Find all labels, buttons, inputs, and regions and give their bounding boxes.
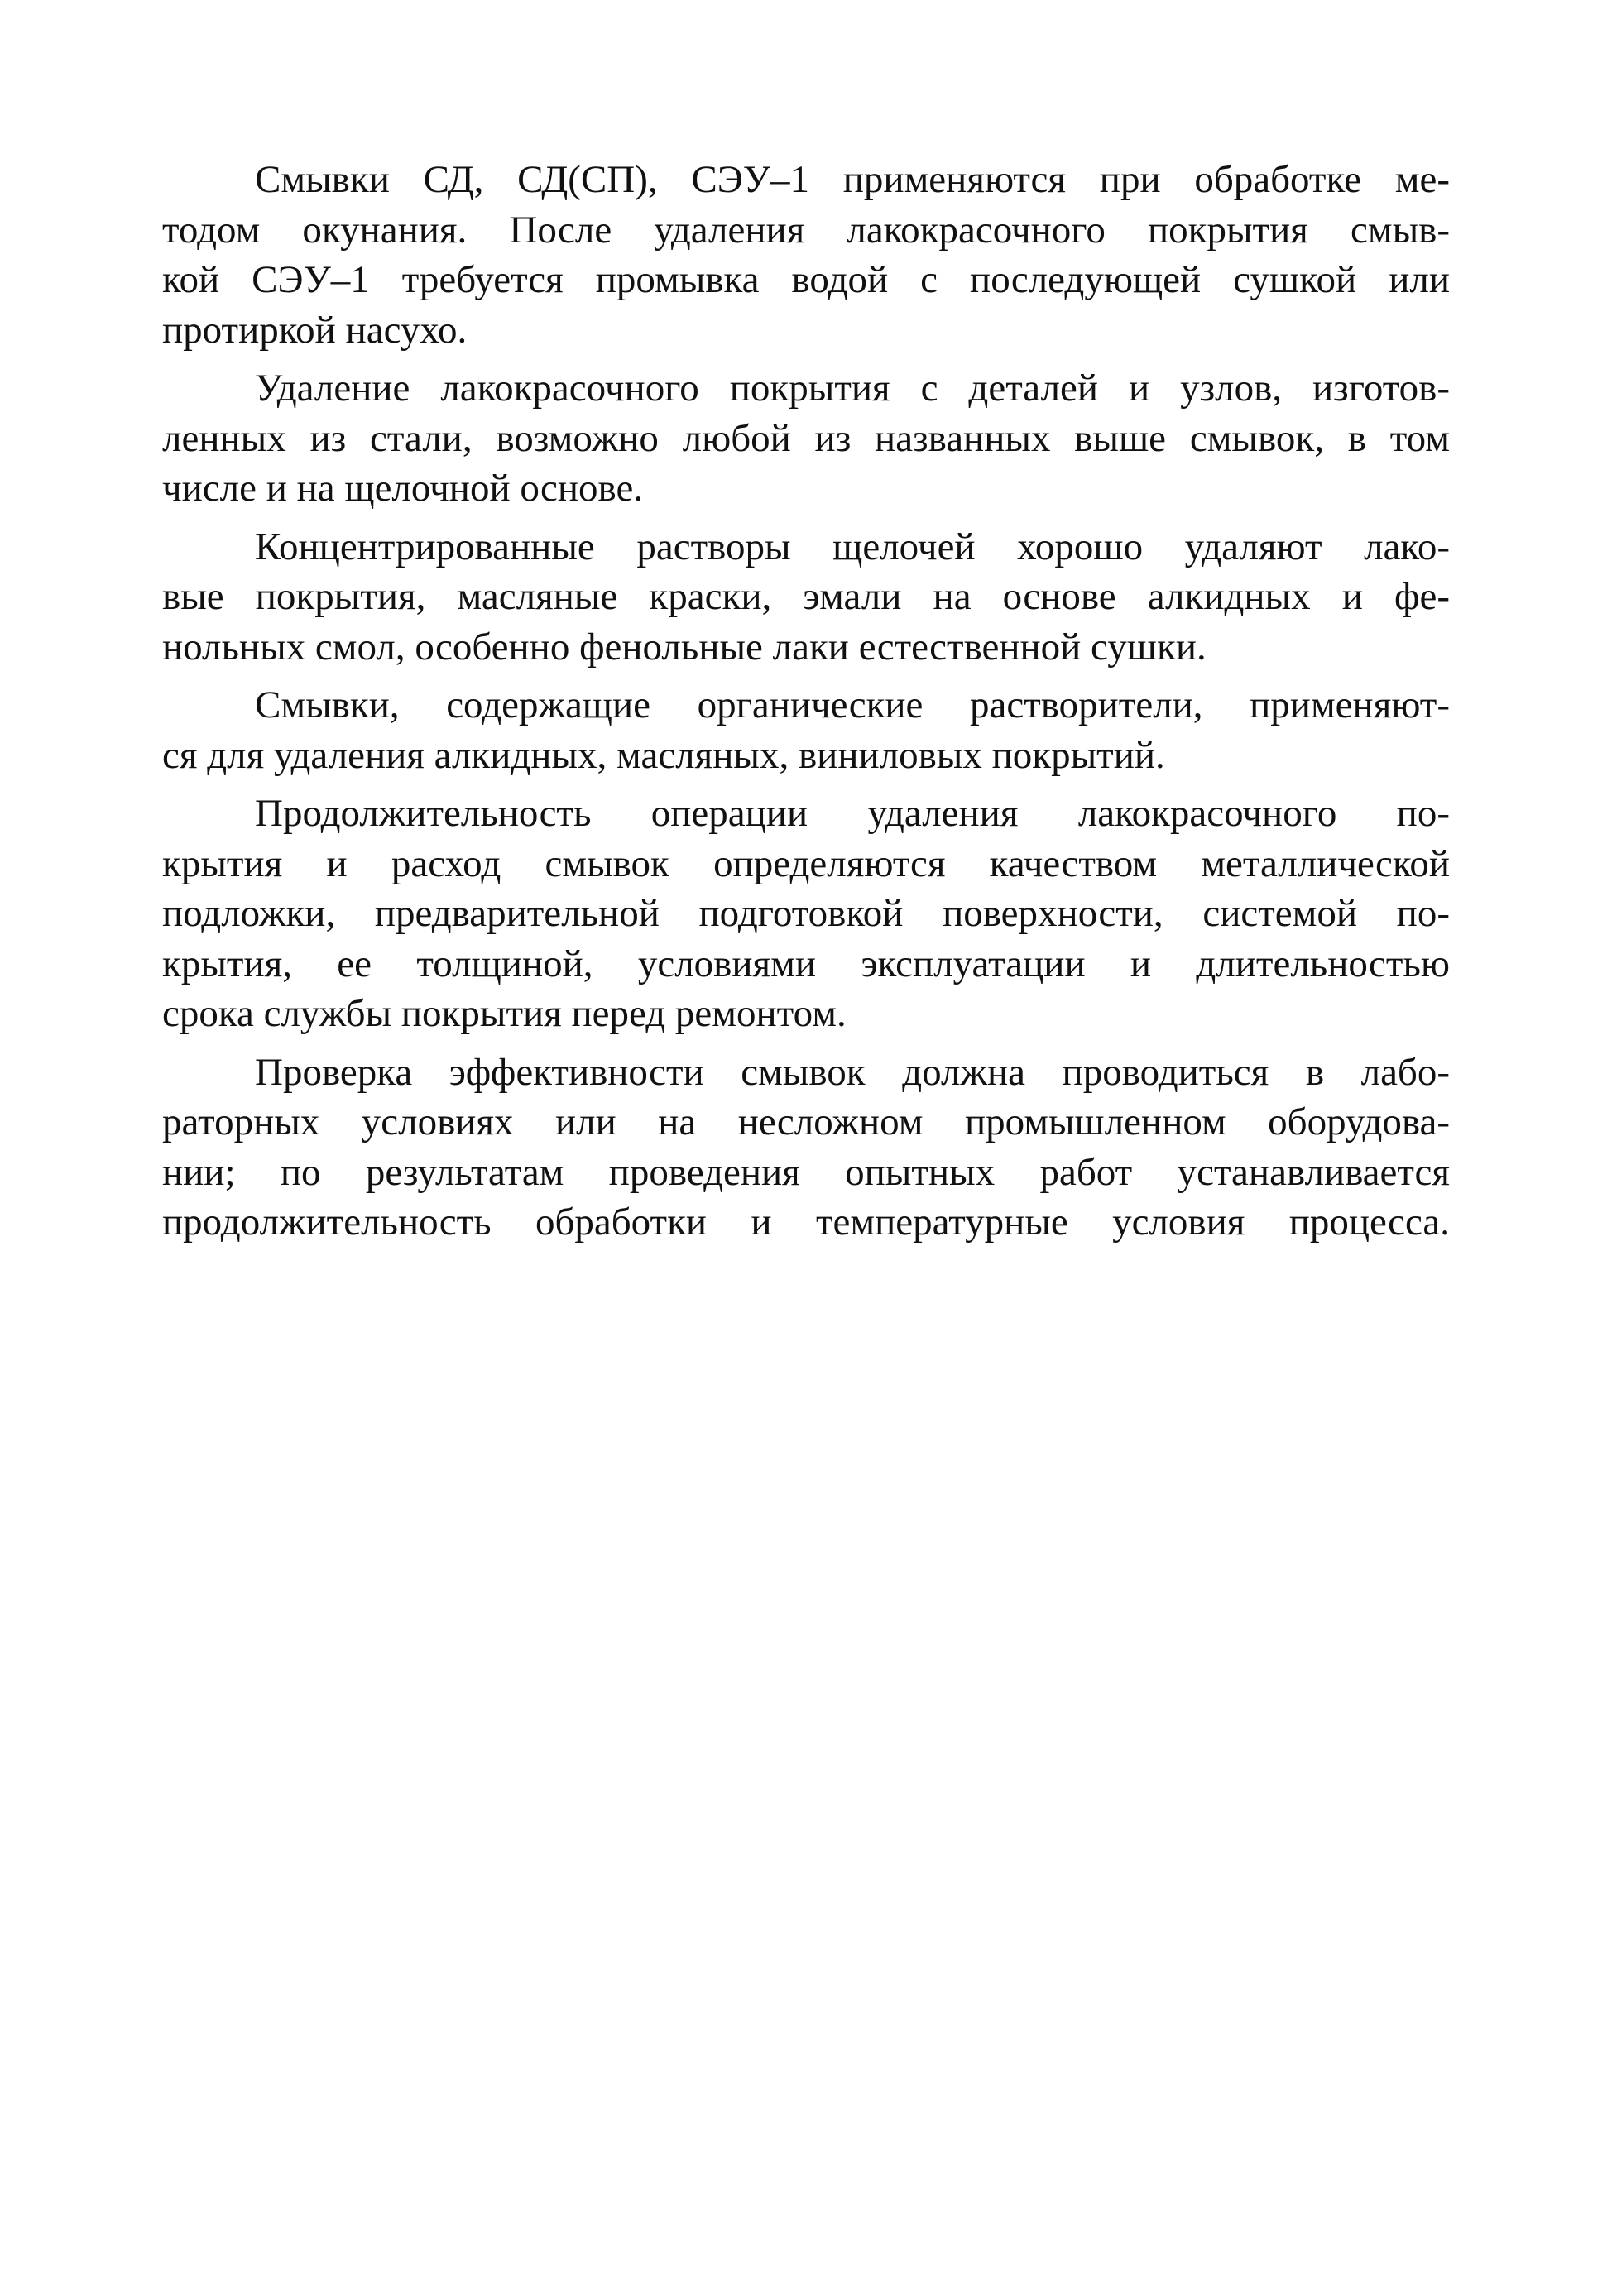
paragraph [162, 1047, 1450, 1248]
text-line: Смывки СД, СД(СП), СЭУ–1 применяются при обработке ме- [255, 158, 1450, 201]
text-line: продолжительность обработки и температурные условия процесса. [162, 1201, 1450, 1244]
text-line: тодом окунания. После удаления лакокрасочного покрытия смыв- [162, 208, 1450, 252]
text-line: числе и на щелочной основе. [162, 467, 644, 510]
text-line: нольных смол, особенно фенольные лаки естественной сушки. [162, 625, 1207, 669]
paragraph [162, 680, 1450, 780]
paragraph [162, 789, 1450, 1039]
text-line: раторных условиях или на несложном промышленном оборудова- [162, 1100, 1450, 1143]
body-text [162, 155, 1450, 1256]
text-line: крытия, ее толщиной, условиями эксплуатации и длительностью [162, 942, 1450, 985]
text-line: кой СЭУ–1 требуется промывка водой с последующей сушкой или [162, 258, 1450, 301]
text-line: ленных из стали, возможно любой из названных выше смывок, в том [162, 416, 1450, 460]
text-line: протиркой насухо. [162, 308, 468, 352]
text-line: Продолжительность операции удаления лакокрасочного по- [255, 792, 1450, 835]
text-line: Концентрированные растворы щелочей хорошо удаляют лако- [255, 525, 1450, 568]
text-line: ся для удаления алкидных, масляных, виниловых покрытий. [162, 733, 1165, 777]
text-line: Удаление лакокрасочного покрытия с деталей и узлов, изготов- [255, 367, 1450, 410]
text-line: нии; по результатам проведения опытных работ устанавливается [162, 1150, 1450, 1194]
text-line: подложки, предварительной подготовкой поверхности, системой по- [162, 892, 1450, 935]
text-line: крытия и расход смывок определяются качеством металлической [162, 841, 1450, 885]
paragraph [162, 522, 1450, 673]
text-line: срока службы покрытия перед ремонтом. [162, 992, 847, 1035]
text-line: вые покрытия, масляные краски, эмали на основе алкидных и фе- [162, 575, 1450, 618]
text-line: Смывки, содержащие органические растворители, применяют- [255, 683, 1450, 726]
text-line: Проверка эффективности смывок должна проводиться в лабо- [255, 1050, 1450, 1094]
paragraph [162, 155, 1450, 355]
paragraph [162, 363, 1450, 514]
